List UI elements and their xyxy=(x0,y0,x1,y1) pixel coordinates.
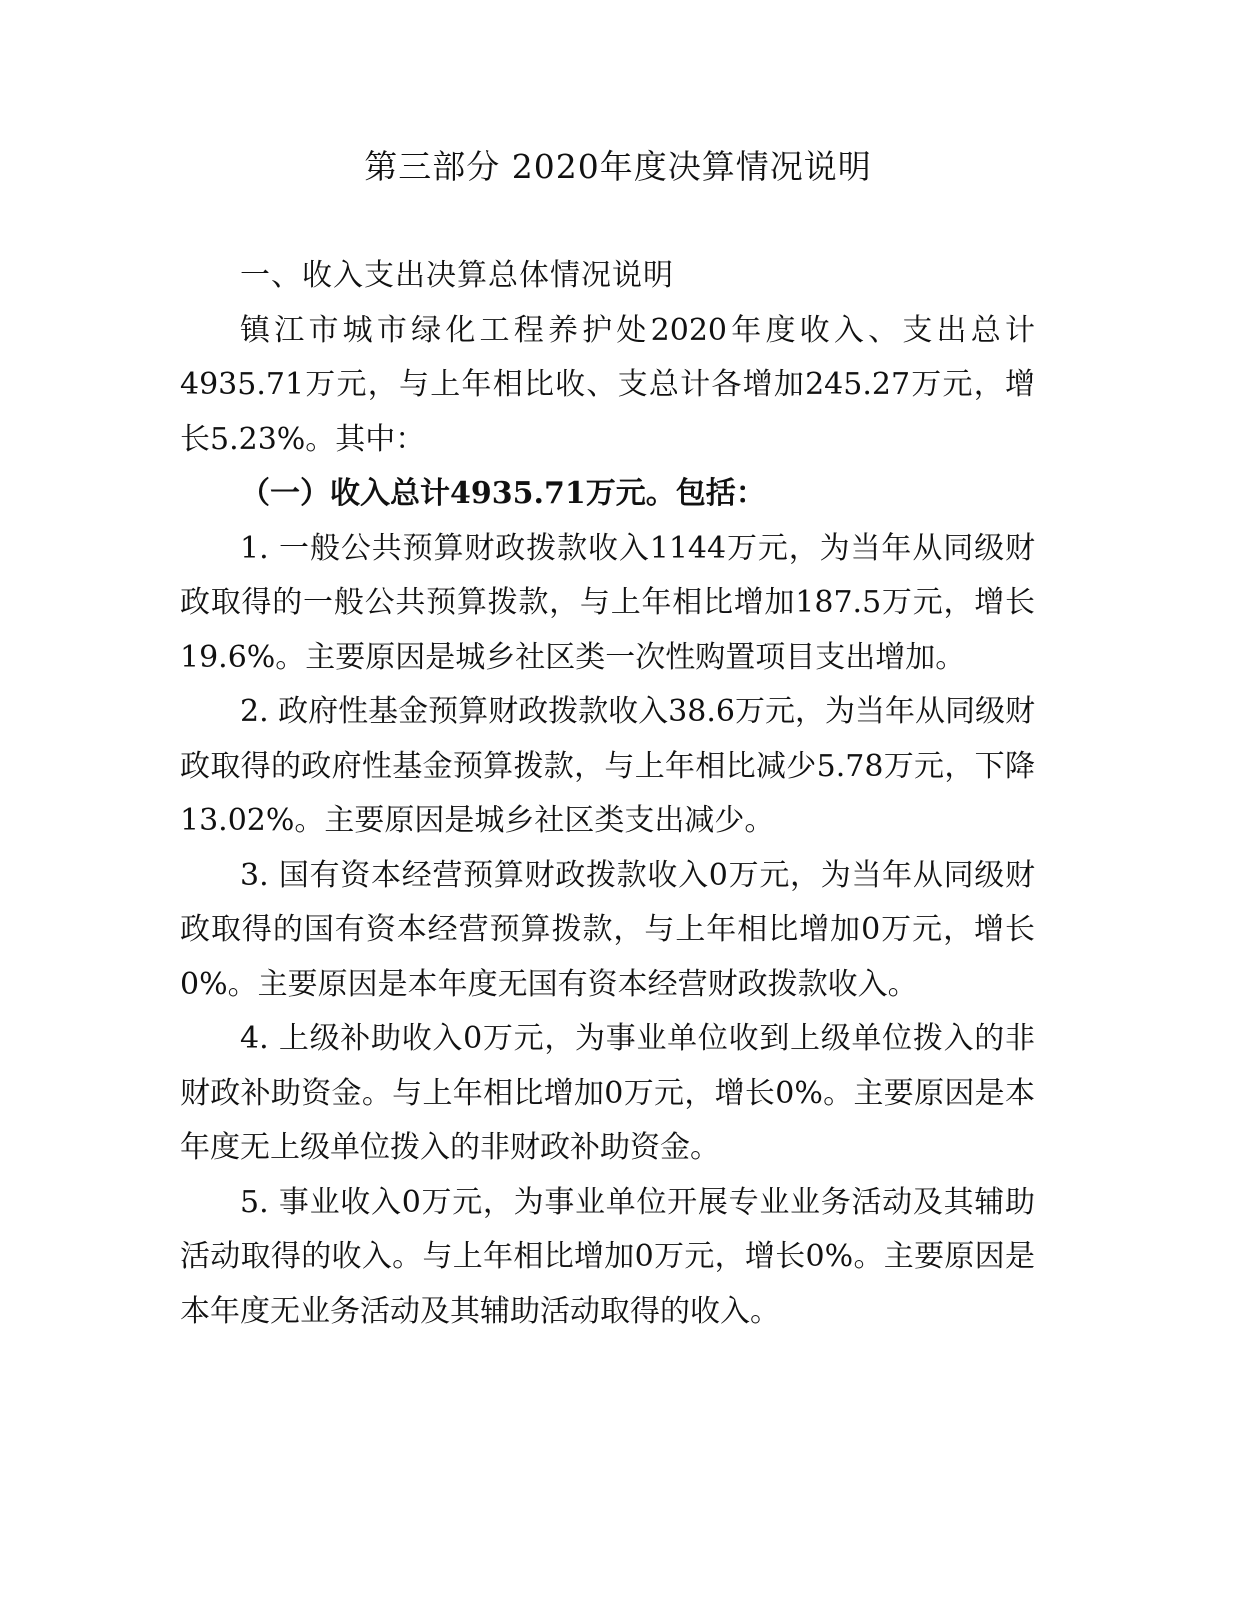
paragraph-item-1: 1. 一般公共预算财政拨款收入1144万元，为当年从同级财政取得的一般公共预算拨款，与上年相比增加187.5万元，增长19.6%。主要原因是城乡社区类一次性购置项目支出增加。 xyxy=(180,530,1035,675)
section-heading: 一、收入支出决算总体情况说明 xyxy=(240,258,674,293)
document-body xyxy=(180,249,1035,1339)
page-title: 第三部分 2020年度决算情况说明 xyxy=(364,147,872,186)
paragraph-intro: 镇江市城市绿化工程养护处2020年度收入、支出总计4935.71万元，与上年相比收、支总计各增加245.27万元，增长5.23%。其中： xyxy=(180,312,1035,457)
paragraph-item-4: 4. 上级补助收入0万元，为事业单位收到上级单位拨入的非财政补助资金。与上年相比增加0万元，增长0%。主要原因是本年度无上级单位拨入的非财政补助资金。 xyxy=(180,1021,1035,1165)
paragraph-item-5: 5. 事业收入0万元，为事业单位开展专业业务活动及其辅助活动取得的收入。与上年相比增加0万元，增长0%。主要原因是本年度无业务活动及其辅助活动取得的收入。 xyxy=(180,1184,1035,1329)
paragraph-income-total: （一）收入总计4935.71万元。包括： xyxy=(240,476,766,511)
paragraph-item-2: 2. 政府性基金预算财政拨款收入38.6万元，为当年从同级财政取得的政府性基金预算拨款，与上年相比减少5.78万元，下降13.02%。主要原因是城乡社区类支出减少。 xyxy=(180,694,1035,838)
paragraph-item-3: 3. 国有资本经营预算财政拨款收入0万元，为当年从同级财政取得的国有资本经营预算拨款，与上年相比增加0万元，增长0%。主要原因是本年度无国有资本经营财政拨款收入。 xyxy=(180,857,1035,1002)
